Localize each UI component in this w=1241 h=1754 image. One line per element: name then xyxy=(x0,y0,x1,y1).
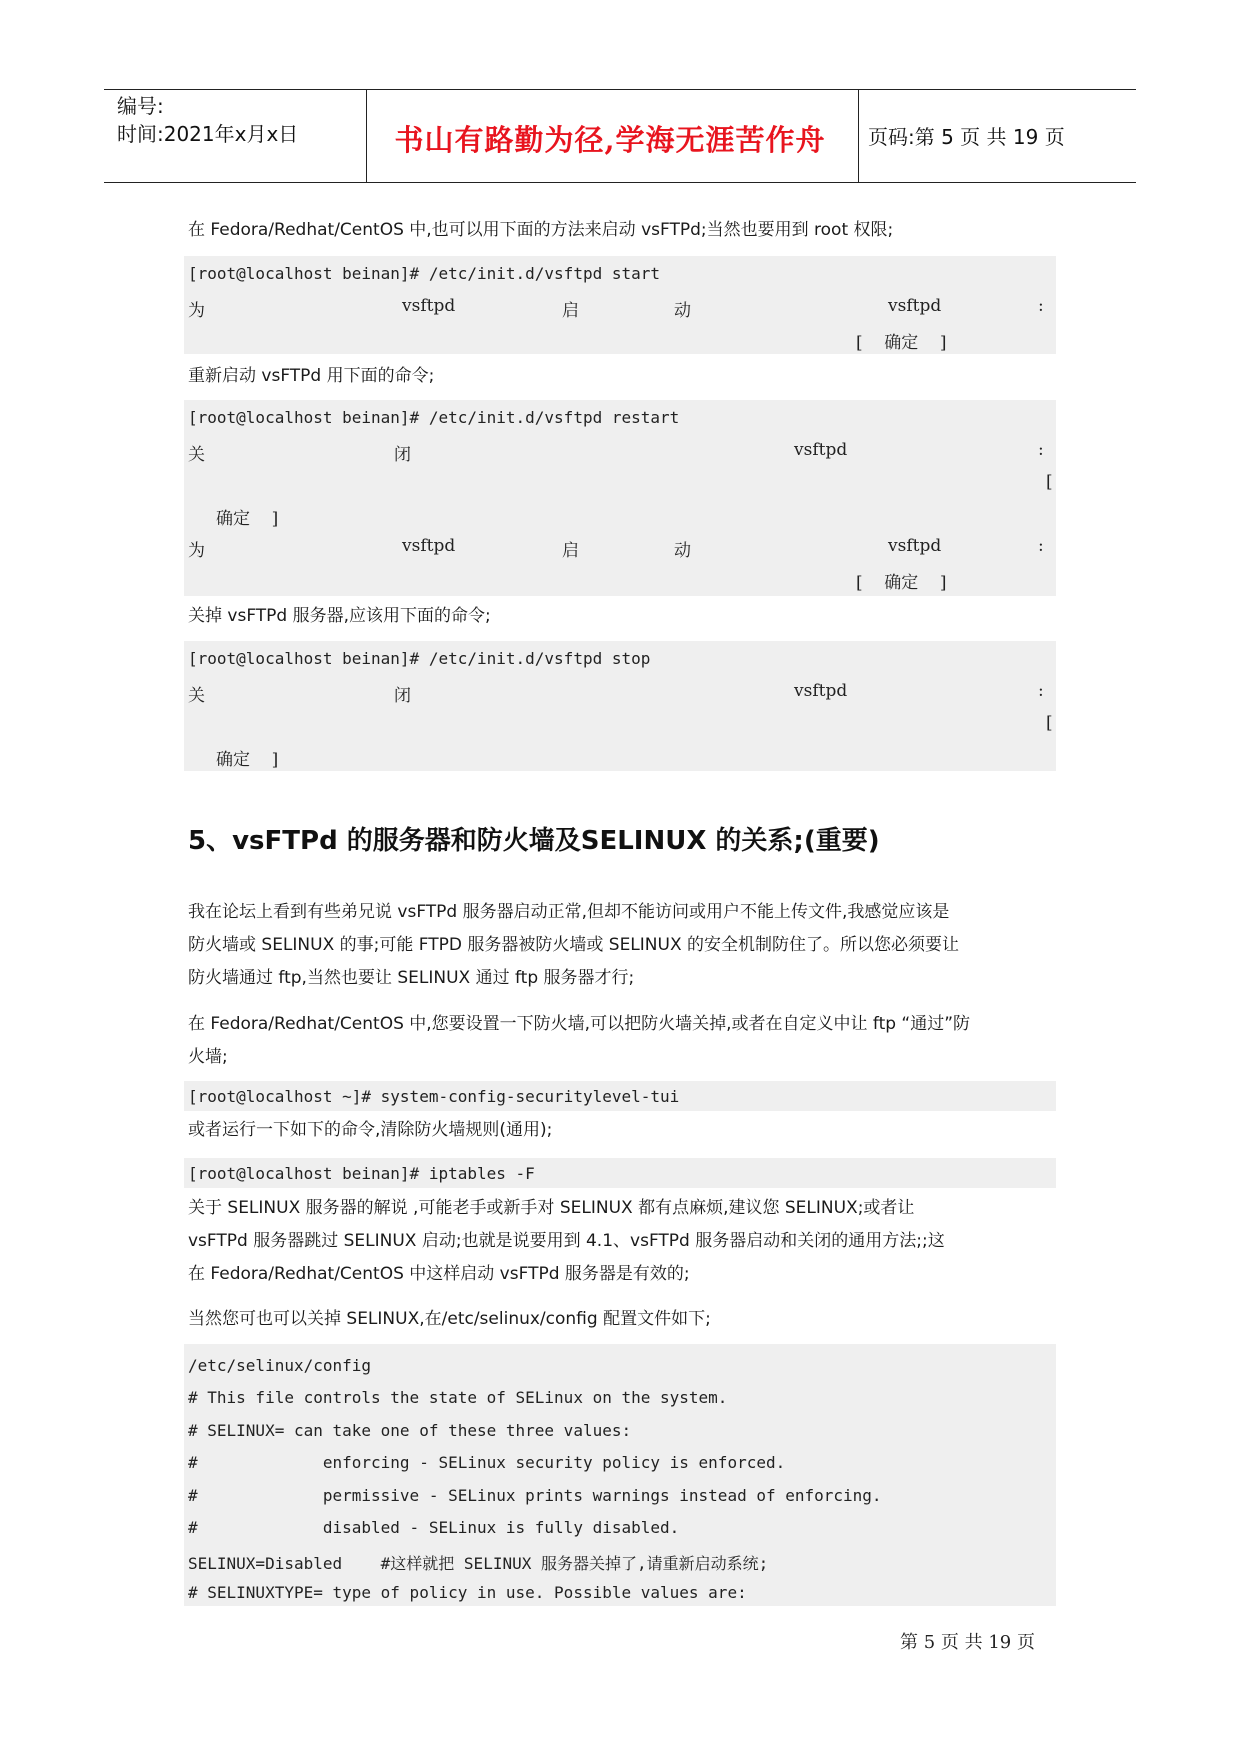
header-bottom-rule xyxy=(104,182,1136,183)
intro-paragraph-start: 在 Fedora/Redhat/CentOS 中,也可以用下面的方法来启动 vsFTPd;当然也要用到 root 权限; xyxy=(188,220,894,240)
code-word: vsftpd xyxy=(402,296,456,316)
code-line: SELINUX=Disabled #这样就把 SELINUX 服务器关掉了,请重新启动系统; xyxy=(188,1554,769,1573)
code-block-iptables xyxy=(184,1158,1056,1188)
header-time-label: 时间:2021年x月x日 xyxy=(117,122,299,146)
code-word: vsftpd xyxy=(888,296,942,316)
code-block-start xyxy=(184,256,1056,354)
footer-page-number: 第 5 页 共 19 页 xyxy=(900,1632,1035,1653)
paragraph-line: 关于 SELINUX 服务器的解说 ,可能老手或新手对 SELINUX 都有点麻烦,建议您 SELINUX;或者让 xyxy=(188,1198,915,1218)
header-motto: 书山有路勤为径,学海无涯苦作舟 xyxy=(394,123,826,157)
intro-paragraph-stop: 关掉 vsFTPd 服务器,应该用下面的命令; xyxy=(188,606,491,626)
intro-paragraph-restart: 重新启动 vsFTPd 用下面的命令; xyxy=(188,366,435,386)
section-heading: 5、vsFTPd 的服务器和防火墙及SELINUX 的关系;(重要) xyxy=(188,826,880,856)
code-word: 关 xyxy=(188,686,205,706)
code-line-stop-cmd: [root@localhost beinan]# /etc/init.d/vsftpd stop xyxy=(188,649,651,668)
header-divider-left xyxy=(366,89,367,183)
code-block-restart xyxy=(184,400,1056,596)
code-line-start-cmd: [root@localhost beinan]# /etc/init.d/vsftpd start xyxy=(188,264,661,283)
code-word: vsftpd xyxy=(794,440,848,460)
code-block-selinux-config xyxy=(184,1344,1056,1606)
code-word: vsftpd xyxy=(794,681,848,701)
code-colon: : xyxy=(1038,681,1044,701)
code-bracket: [ xyxy=(1046,472,1053,492)
code-word: 为 xyxy=(188,301,205,321)
code-word: 闭 xyxy=(394,445,411,465)
code-ok-status: [ 确定 ] xyxy=(856,333,947,353)
header-number-label: 编号: xyxy=(117,94,164,118)
paragraph-line: vsFTPd 服务器跳过 SELINUX 启动;也就是说要用到 4.1、vsFTPd 服务器启动和关闭的通用方法;;这 xyxy=(188,1231,945,1251)
code-colon: : xyxy=(1038,440,1044,460)
code-line: [root@localhost beinan]# iptables -F xyxy=(188,1164,535,1183)
code-line: # disabled - SELinux is fully disabled. xyxy=(188,1518,680,1537)
code-word: 关 xyxy=(188,445,205,465)
paragraph-line: 防火墙或 SELINUX 的事;可能 FTPD 服务器被防火墙或 SELINUX 的安全机制防住了。所以您必须要让 xyxy=(188,935,959,955)
code-word: vsftpd xyxy=(402,536,456,556)
code-word: 动 xyxy=(674,301,691,321)
paragraph-line: 或者运行一下如下的命令,清除防火墙规则(通用); xyxy=(188,1120,553,1140)
code-line: # This file controls the state of SELinux on the system. xyxy=(188,1388,728,1407)
code-bracket: [ xyxy=(1046,713,1053,733)
code-ok-status: 确定 ] xyxy=(216,509,279,529)
code-block-stop xyxy=(184,641,1056,771)
paragraph-line: 火墙; xyxy=(188,1047,228,1067)
code-ok-status: 确定 ] xyxy=(216,750,279,770)
code-line: /etc/selinux/config xyxy=(188,1356,372,1375)
paragraph-line: 防火墙通过 ftp,当然也要让 SELINUX 通过 ftp 服务器才行; xyxy=(188,968,635,988)
header-page-code: 页码:第 5 页 共 19 页 xyxy=(868,125,1065,149)
code-line-restart-cmd: [root@localhost beinan]# /etc/init.d/vsftpd restart xyxy=(188,408,680,427)
paragraph-line: 在 Fedora/Redhat/CentOS 中,您要设置一下防火墙,可以把防火墙关掉,或者在自定义中让 ftp “通过”防 xyxy=(188,1014,971,1034)
code-word: 动 xyxy=(674,541,691,561)
code-line: # permissive - SELinux prints warnings instead of enforcing. xyxy=(188,1486,882,1505)
code-line: # enforcing - SELinux security policy is enforced. xyxy=(188,1453,786,1472)
paragraph-line: 我在论坛上看到有些弟兄说 vsFTPd 服务器启动正常,但却不能访问或用户不能上传文件,我感觉应该是 xyxy=(188,902,950,922)
code-colon: : xyxy=(1038,296,1044,316)
code-word: 为 xyxy=(188,541,205,561)
code-line: # SELINUXTYPE= type of policy in use. Possible values are: xyxy=(188,1583,747,1602)
code-word: 启 xyxy=(562,301,579,321)
paragraph-line: 在 Fedora/Redhat/CentOS 中这样启动 vsFTPd 服务器是有效的; xyxy=(188,1264,690,1284)
code-line: [root@localhost ~]# system-config-securitylevel-tui xyxy=(188,1087,680,1106)
code-ok-status: [ 确定 ] xyxy=(856,573,947,593)
code-line: # SELINUX= can take one of these three values: xyxy=(188,1421,632,1440)
code-word: 启 xyxy=(562,541,579,561)
header-divider-right xyxy=(858,89,859,183)
header-top-rule xyxy=(104,89,1136,90)
code-block-securitylevel xyxy=(184,1081,1056,1111)
code-word: vsftpd xyxy=(888,536,942,556)
paragraph-line: 当然您可也可以关掉 SELINUX,在/etc/selinux/config 配置文件如下; xyxy=(188,1309,711,1329)
code-word: 闭 xyxy=(394,686,411,706)
code-colon: : xyxy=(1038,536,1044,556)
